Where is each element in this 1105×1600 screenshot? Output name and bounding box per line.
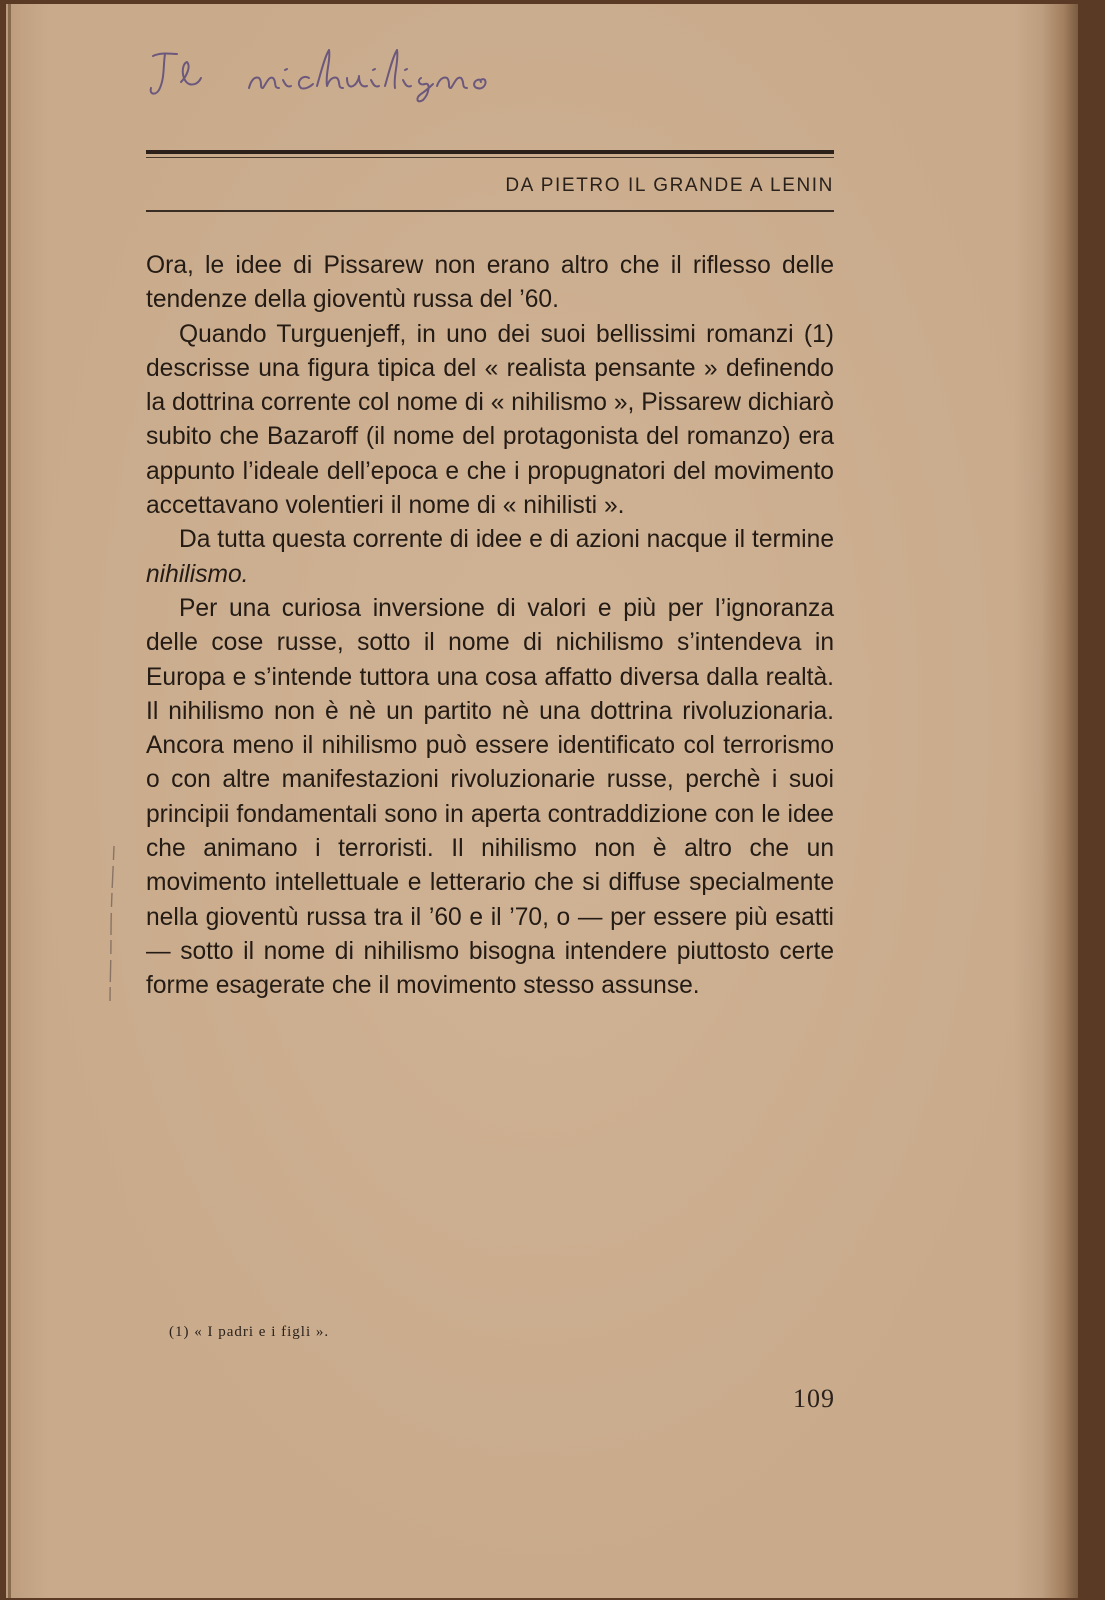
page-number: 109 (793, 1384, 835, 1413)
paragraph-3-italic-term: nihilismo. (146, 560, 249, 588)
pencil-margin-mark (107, 844, 117, 1004)
page-edge-shadow (1042, 4, 1078, 1598)
spine-shadow (8, 4, 11, 1598)
paragraph-2: Quando Turguenjeff, in uno dei suoi bellissimi romanzi (1) descrisse una figura tipica del « realista pensante » definendo la dottrina corrente col nome di « nihilismo », Pissarew dichiarò subito che Bazaroff (il nome del protagonista del romanzo) era appunto l’ideale dell’epoca e che i propugnatori del movimento accettavano volentieri il nome di « nihilisti ». (146, 320, 834, 520)
running-head-rule (146, 210, 834, 212)
running-head: DA PIETRO IL GRANDE A LENIN (505, 175, 834, 196)
handwritten-title-drawing (141, 42, 561, 122)
handwritten-title-annotation (141, 42, 561, 122)
paragraph-1: Ora, le idee di Pissarew non erano altro che il riflesso delle tendenze della gioventù russa del ’60. (146, 252, 834, 314)
header-rule-thick (146, 150, 834, 154)
book-page (6, 4, 1078, 1598)
paragraph-4: Per una curiosa inversione di valori e più per l’ignoranza delle cose russe, sotto il nome di nichilismo s’intendeva in Europa e s’intende tuttora una cosa affatto diversa dalla realtà. Il nihilismo non è nè un partito nè una dottrina rivoluzionaria. Ancora meno il nihilismo può essere identificato col terrorismo o con altre manifestazioni rivoluzionarie russe, perchè i suoi principii fondamentali sono in aperta contraddizione con le idee che animano i terroristi. Il nihilismo non è altro che un movimento intellettuale e letterario che si diffuse specialmente nella gioventù russa tra il ’60 e il ’70, o — per essere più esatti — sotto il nome di nihilismo bisogna intendere piuttosto certe forme esagerate che il movimento stesso assunse. (146, 594, 834, 1000)
header-rule-thin (146, 157, 834, 158)
paragraph-3-text: Da tutta questa corrente di idee e di azioni nacque il termine (179, 526, 834, 554)
paragraph-3 (146, 523, 834, 592)
body-text (146, 249, 834, 1004)
footnote: (1) « I padri e i figli ». (169, 1324, 330, 1340)
